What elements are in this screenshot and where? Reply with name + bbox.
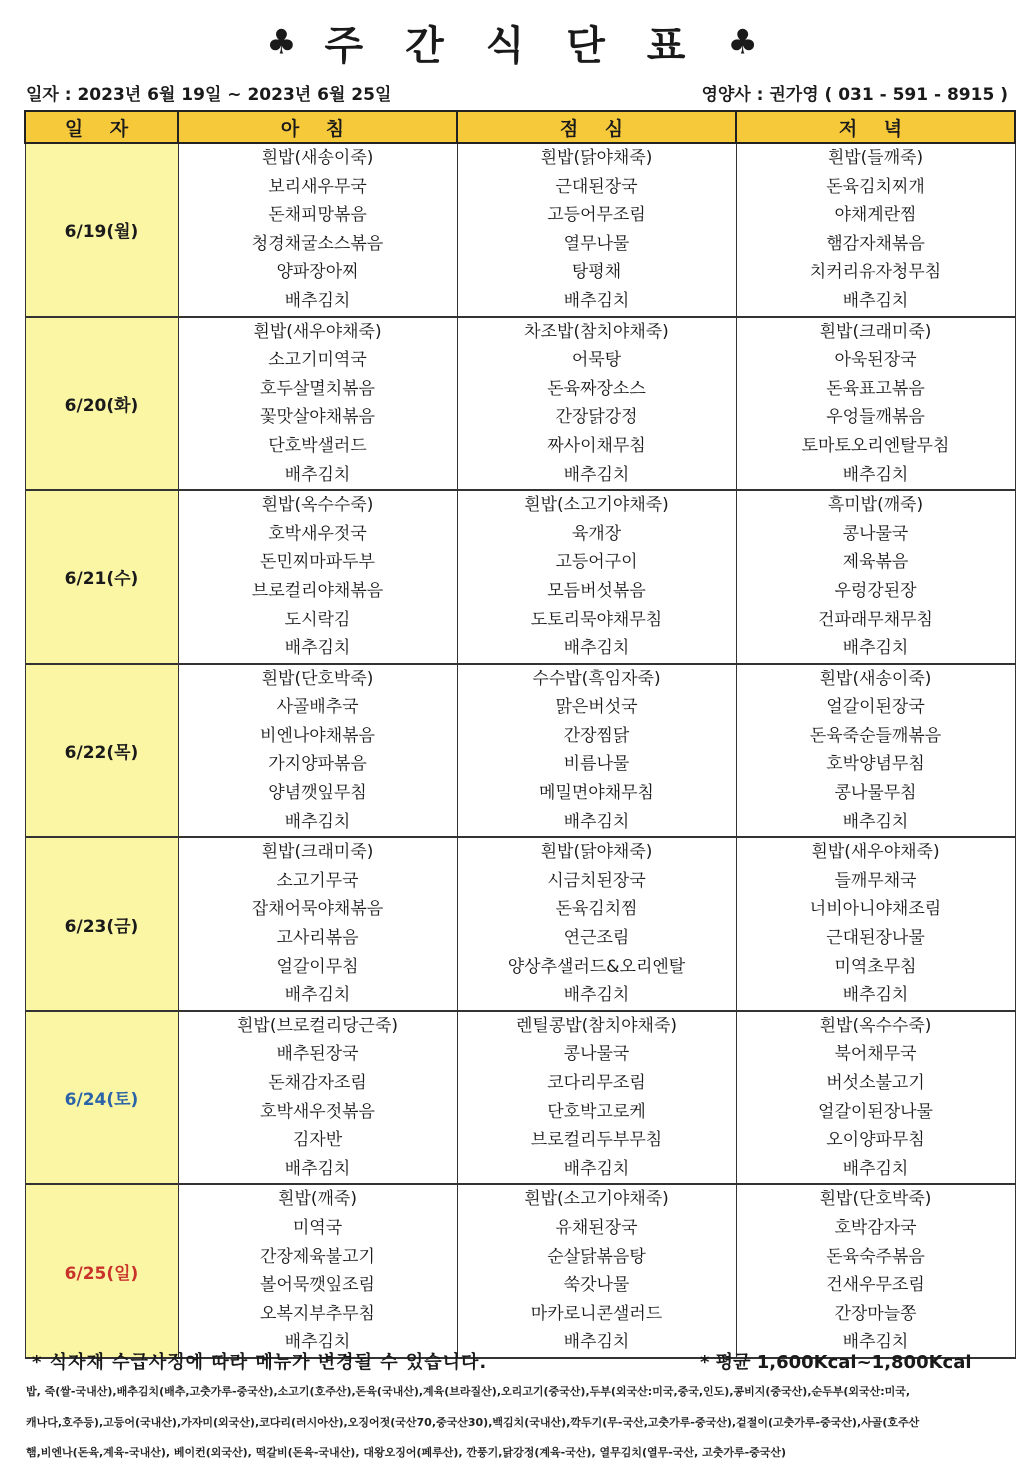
breakfast-cell (178, 837, 457, 1011)
menu-item: 연근조림 (563, 928, 630, 949)
menu-item: 배추김치 (284, 1158, 351, 1179)
menu-item: 돈육김치찌개 (826, 176, 925, 197)
menu-item: 흰밥(옥수수죽) (261, 495, 374, 516)
menu-item: 간장마늘쫑 (834, 1303, 917, 1324)
menu-item: 고등어무조림 (547, 205, 646, 226)
menu-item: 고사리볶음 (276, 928, 359, 949)
menu-item: 유채된장국 (555, 1217, 638, 1238)
menu-item: 비름나물 (563, 754, 630, 775)
menu-item: 단호박고로케 (547, 1101, 646, 1122)
menu-item: 비엔나야채볶음 (260, 725, 375, 746)
menu-item: 배추김치 (284, 985, 351, 1006)
menu-item: 간장찜닭 (563, 725, 630, 746)
menu-item: 메밀면야채무침 (539, 783, 654, 804)
menu-item: 마카로니콘샐러드 (530, 1303, 663, 1324)
menu-item: 배추김치 (284, 1332, 351, 1353)
menu-item: 근대된장국 (555, 176, 638, 197)
menu-item: 양념깻잎무침 (268, 783, 367, 804)
menu-item: 흰밥(새송이죽) (819, 668, 932, 689)
menu-item: 배추김치 (284, 464, 351, 485)
menu-item: 보리새우무국 (268, 176, 367, 197)
menu-item: 들깨무채국 (834, 870, 917, 891)
lunch-cell (457, 143, 736, 317)
menu-item: 코다리무조림 (547, 1073, 646, 1093)
menu-item: 오이양파무침 (826, 1130, 925, 1151)
menu-item: 배추김치 (842, 985, 909, 1006)
menu-item: 탕평채 (571, 262, 622, 283)
header-row (25, 111, 1015, 143)
menu-item: 흰밥(크래미죽) (819, 321, 932, 342)
menu-item: 버섯소불고기 (826, 1073, 925, 1093)
day-row (25, 1184, 1015, 1358)
menu-item: 시금치된장국 (547, 870, 646, 891)
menu-item: 제육볶음 (842, 552, 909, 573)
menu-item: 돈채피망볶음 (268, 205, 367, 226)
menu-item: 도시락김 (284, 609, 351, 630)
menu-item: 어묵탕 (571, 350, 622, 371)
day-row (25, 143, 1015, 317)
breakfast-cell (178, 143, 457, 317)
menu-item: 브로컬리야채볶음 (251, 580, 384, 601)
dinner-cell (736, 490, 1015, 664)
lunch-cell (457, 837, 736, 1011)
menu-item: 맑은버섯국 (555, 697, 638, 718)
menu-item: 배추김치 (842, 464, 909, 485)
origin-line: 햄,비엔나(돈육,계육-국내산), 베이컨(외국산), 떡갈비(돈육-국내산), 대왕오징어(페루산), 깐풍기,닭강정(계육-국산), 열무김치(열무-국산, 고춧가루-중국산) (26, 1446, 787, 1459)
nutritionist-text: 영양사 : 권가영 ( 031 - 591 - 8915 ) (701, 85, 1008, 105)
menu-item: 볼어묵깻잎조림 (260, 1275, 375, 1296)
menu-item: 간장제육불고기 (260, 1246, 375, 1267)
day-row (25, 837, 1015, 1011)
menu-item: 배추김치 (284, 638, 351, 659)
menu-item: 흰밥(닭야채죽) (540, 148, 653, 168)
menu-item: 배추김치 (284, 811, 351, 832)
menu-item: 치커리유자청무침 (809, 262, 942, 283)
origin-line: 밥, 죽(쌀-국내산),배추김치(배추,고춧가루-중국산),소고기(호주산),돈육(국내산),계육(브라질산),오리고기(중국산),두부(외국산:미국,중국,인도),콩비지(중국산),순두부(외국산:미국, (26, 1385, 911, 1398)
menu-item: 배추김치 (563, 1158, 630, 1179)
menu-item: 돈육김치찜 (555, 899, 638, 920)
menu-item: 호박양념무침 (826, 754, 925, 775)
menu-item: 돈육죽순들깨볶음 (809, 725, 942, 746)
menu-item: 흰밥(새우야채죽) (253, 321, 382, 342)
menu-item: 얼갈이된장국 (826, 697, 925, 718)
breakfast-cell (178, 490, 457, 664)
menu-item: 배추김치 (842, 638, 909, 659)
menu-body (25, 143, 1015, 1358)
menu-item: 콩나물국 (563, 1044, 630, 1065)
menu-item: 흑미밥(깨죽) (827, 495, 924, 516)
menu-item: 건새우무조림 (826, 1275, 925, 1296)
menu-item: 흰밥(닭야채죽) (540, 842, 653, 863)
date-cell: 6/24(토) (25, 1011, 178, 1185)
menu-item: 야채계란찜 (834, 205, 917, 226)
menu-item: 흰밥(새우야채죽) (811, 842, 940, 863)
menu-item: 북어채무국 (834, 1044, 917, 1065)
menu-item: 배추김치 (842, 811, 909, 832)
menu-item: 건파래무채무침 (818, 609, 933, 630)
menu-item: 미역국 (292, 1217, 343, 1238)
menu-item: 호두살멸치볶음 (260, 378, 375, 399)
lunch-cell (457, 1011, 736, 1185)
page-title (0, 14, 1024, 71)
header-dinner: 저 녁 (736, 111, 1015, 143)
menu-item: 배추김치 (842, 290, 909, 311)
menu-item: 육개장 (571, 523, 622, 544)
menu-item: 차조밥(참치야채죽) (524, 321, 669, 342)
menu-item: 짜사이채무침 (547, 435, 646, 456)
header-breakfast: 아 침 (178, 111, 457, 143)
header-lunch: 점 심 (457, 111, 736, 143)
title-text: 주 간 식 단 표 (324, 23, 700, 69)
menu-item: 양상추샐러드&오리엔탈 (507, 956, 686, 977)
menu-item: 순살닭볶음탕 (547, 1246, 646, 1267)
menu-item: 잡채어묵야채볶음 (251, 899, 384, 920)
menu-item: 청경채굴소스볶음 (251, 233, 384, 254)
menu-item: 우렁강된장 (834, 580, 917, 601)
menu-item: 배추김치 (563, 1332, 630, 1353)
menu-item: 모듬버섯볶음 (547, 580, 646, 601)
menu-item: 호박새우젓국 (268, 523, 367, 544)
menu-item: 미역초무침 (834, 956, 917, 977)
dinner-cell (736, 837, 1015, 1011)
menu-item: 돈민찌마파두부 (260, 552, 375, 573)
menu-item: 콩나물국 (842, 523, 909, 544)
menu-item: 가지양파볶음 (268, 754, 367, 775)
breakfast-cell (178, 664, 457, 838)
menu-item: 수수밥(흑임자죽) (532, 668, 661, 689)
menu-item: 얼갈이된장나물 (818, 1101, 933, 1122)
menu-item: 흰밥(옥수수죽) (819, 1015, 932, 1036)
date-cell: 6/20(화) (25, 317, 178, 491)
menu-item: 흰밥(깨죽) (278, 1189, 357, 1210)
header-date: 일 자 (25, 111, 178, 143)
menu-item: 배추김치 (563, 290, 630, 311)
breakfast-cell (178, 1184, 457, 1358)
menu-item: 배추김치 (563, 985, 630, 1006)
menu-item: 김자반 (292, 1130, 343, 1151)
day-row (25, 490, 1015, 664)
date-cell: 6/25(일) (25, 1184, 178, 1358)
menu-item: 토마토오리엔탈무침 (801, 435, 950, 456)
dinner-cell (736, 664, 1015, 838)
lunch-cell (457, 490, 736, 664)
day-row (25, 1011, 1015, 1185)
lunch-cell (457, 1184, 736, 1358)
calorie-note: * 평균 1,600Kcal~1,800Kcal (700, 1352, 972, 1373)
menu-item: 브로컬리두부무침 (530, 1130, 663, 1151)
menu-item: 흰밥(브로컬리당근죽) (236, 1015, 399, 1036)
menu-item: 흰밥(단호박죽) (819, 1189, 932, 1210)
club-icon-left: ♣ (266, 22, 297, 63)
menu-item: 배추김치 (563, 638, 630, 659)
menu-item: 얼갈이무침 (276, 956, 359, 977)
menu-item: 우엉들깨볶음 (826, 407, 925, 428)
menu-item: 단호박샐러드 (268, 435, 367, 456)
menu-item: 배추김치 (563, 464, 630, 485)
menu-item: 콩나물무침 (834, 783, 917, 804)
menu-item: 너비아니야채조림 (809, 899, 942, 920)
menu-item: 배추김치 (842, 1332, 909, 1353)
menu-item: 배추김치 (284, 290, 351, 311)
day-row (25, 317, 1015, 491)
menu-item: 흰밥(소고기야채죽) (524, 1189, 669, 1210)
dinner-cell (736, 1011, 1015, 1185)
menu-item: 흰밥(소고기야채죽) (524, 495, 669, 516)
menu-item: 아욱된장국 (834, 350, 917, 371)
dinner-cell (736, 317, 1015, 491)
menu-item: 양파장아찌 (276, 262, 359, 283)
date-cell: 6/19(월) (25, 143, 178, 317)
date-cell: 6/23(금) (25, 837, 178, 1011)
menu-item: 배추김치 (563, 811, 630, 832)
lunch-cell (457, 664, 736, 838)
menu-item: 흰밥(크래미죽) (261, 842, 374, 863)
menu-item: 돈육짜장소스 (547, 378, 646, 399)
menu-item: 흰밥(새송이죽) (261, 148, 374, 168)
menu-item: 흰밥(들깨죽) (827, 148, 924, 168)
date-cell: 6/21(수) (25, 490, 178, 664)
menu-item: 배추된장국 (276, 1044, 359, 1065)
menu-item: 햄감자채볶음 (826, 233, 925, 254)
dinner-cell (736, 1184, 1015, 1358)
menu-item: 사골배추국 (276, 697, 359, 718)
menu-item: 호박새우젓볶음 (260, 1101, 375, 1122)
origin-line: 캐나다,호주등),고등어(국내산),가자미(외국산),코다리(러시아산),오징어젓(국산70,중국산30),백김치(국내산),깍두기(무-국산,고춧가루-중국산),겉절이(고춧가루-중국산),사골(호주산 (26, 1416, 920, 1429)
menu-change-notice: * 식자재 수급사정에 따라 메뉴가 변경될 수 있습니다. (32, 1352, 488, 1373)
club-icon-right: ♣ (727, 22, 758, 63)
day-row (25, 664, 1015, 838)
menu-table (24, 110, 1016, 1359)
menu-item: 배추김치 (842, 1158, 909, 1179)
menu-item: 렌틸콩밥(참치야채죽) (515, 1015, 678, 1036)
menu-item: 돈육숙주볶음 (826, 1246, 925, 1267)
menu-item: 소고기무국 (276, 870, 359, 891)
menu-item: 도토리묵야채무침 (530, 609, 663, 630)
menu-item: 돈육표고볶음 (826, 378, 925, 399)
menu-item: 소고기미역국 (268, 350, 367, 371)
menu-item: 호박감자국 (834, 1217, 917, 1238)
menu-item: 근대된장나물 (826, 928, 925, 949)
lunch-cell (457, 317, 736, 491)
period-text: 일자 : 2023년 6월 19일 ~ 2023년 6월 25일 (26, 85, 392, 105)
date-cell: 6/22(목) (25, 664, 178, 838)
menu-item: 흰밥(단호박죽) (261, 668, 374, 689)
menu-item: 열무나물 (563, 233, 630, 254)
dinner-cell (736, 143, 1015, 317)
menu-item: 쑥갓나물 (563, 1275, 630, 1296)
menu-item: 돈채감자조림 (268, 1073, 367, 1093)
breakfast-cell (178, 1011, 457, 1185)
menu-item: 간장닭강정 (555, 407, 638, 428)
menu-item: 고등어구이 (555, 552, 638, 573)
menu-item: 오복지부추무침 (260, 1303, 375, 1324)
breakfast-cell (178, 317, 457, 491)
menu-item: 꽃맛살야채볶음 (260, 407, 375, 428)
